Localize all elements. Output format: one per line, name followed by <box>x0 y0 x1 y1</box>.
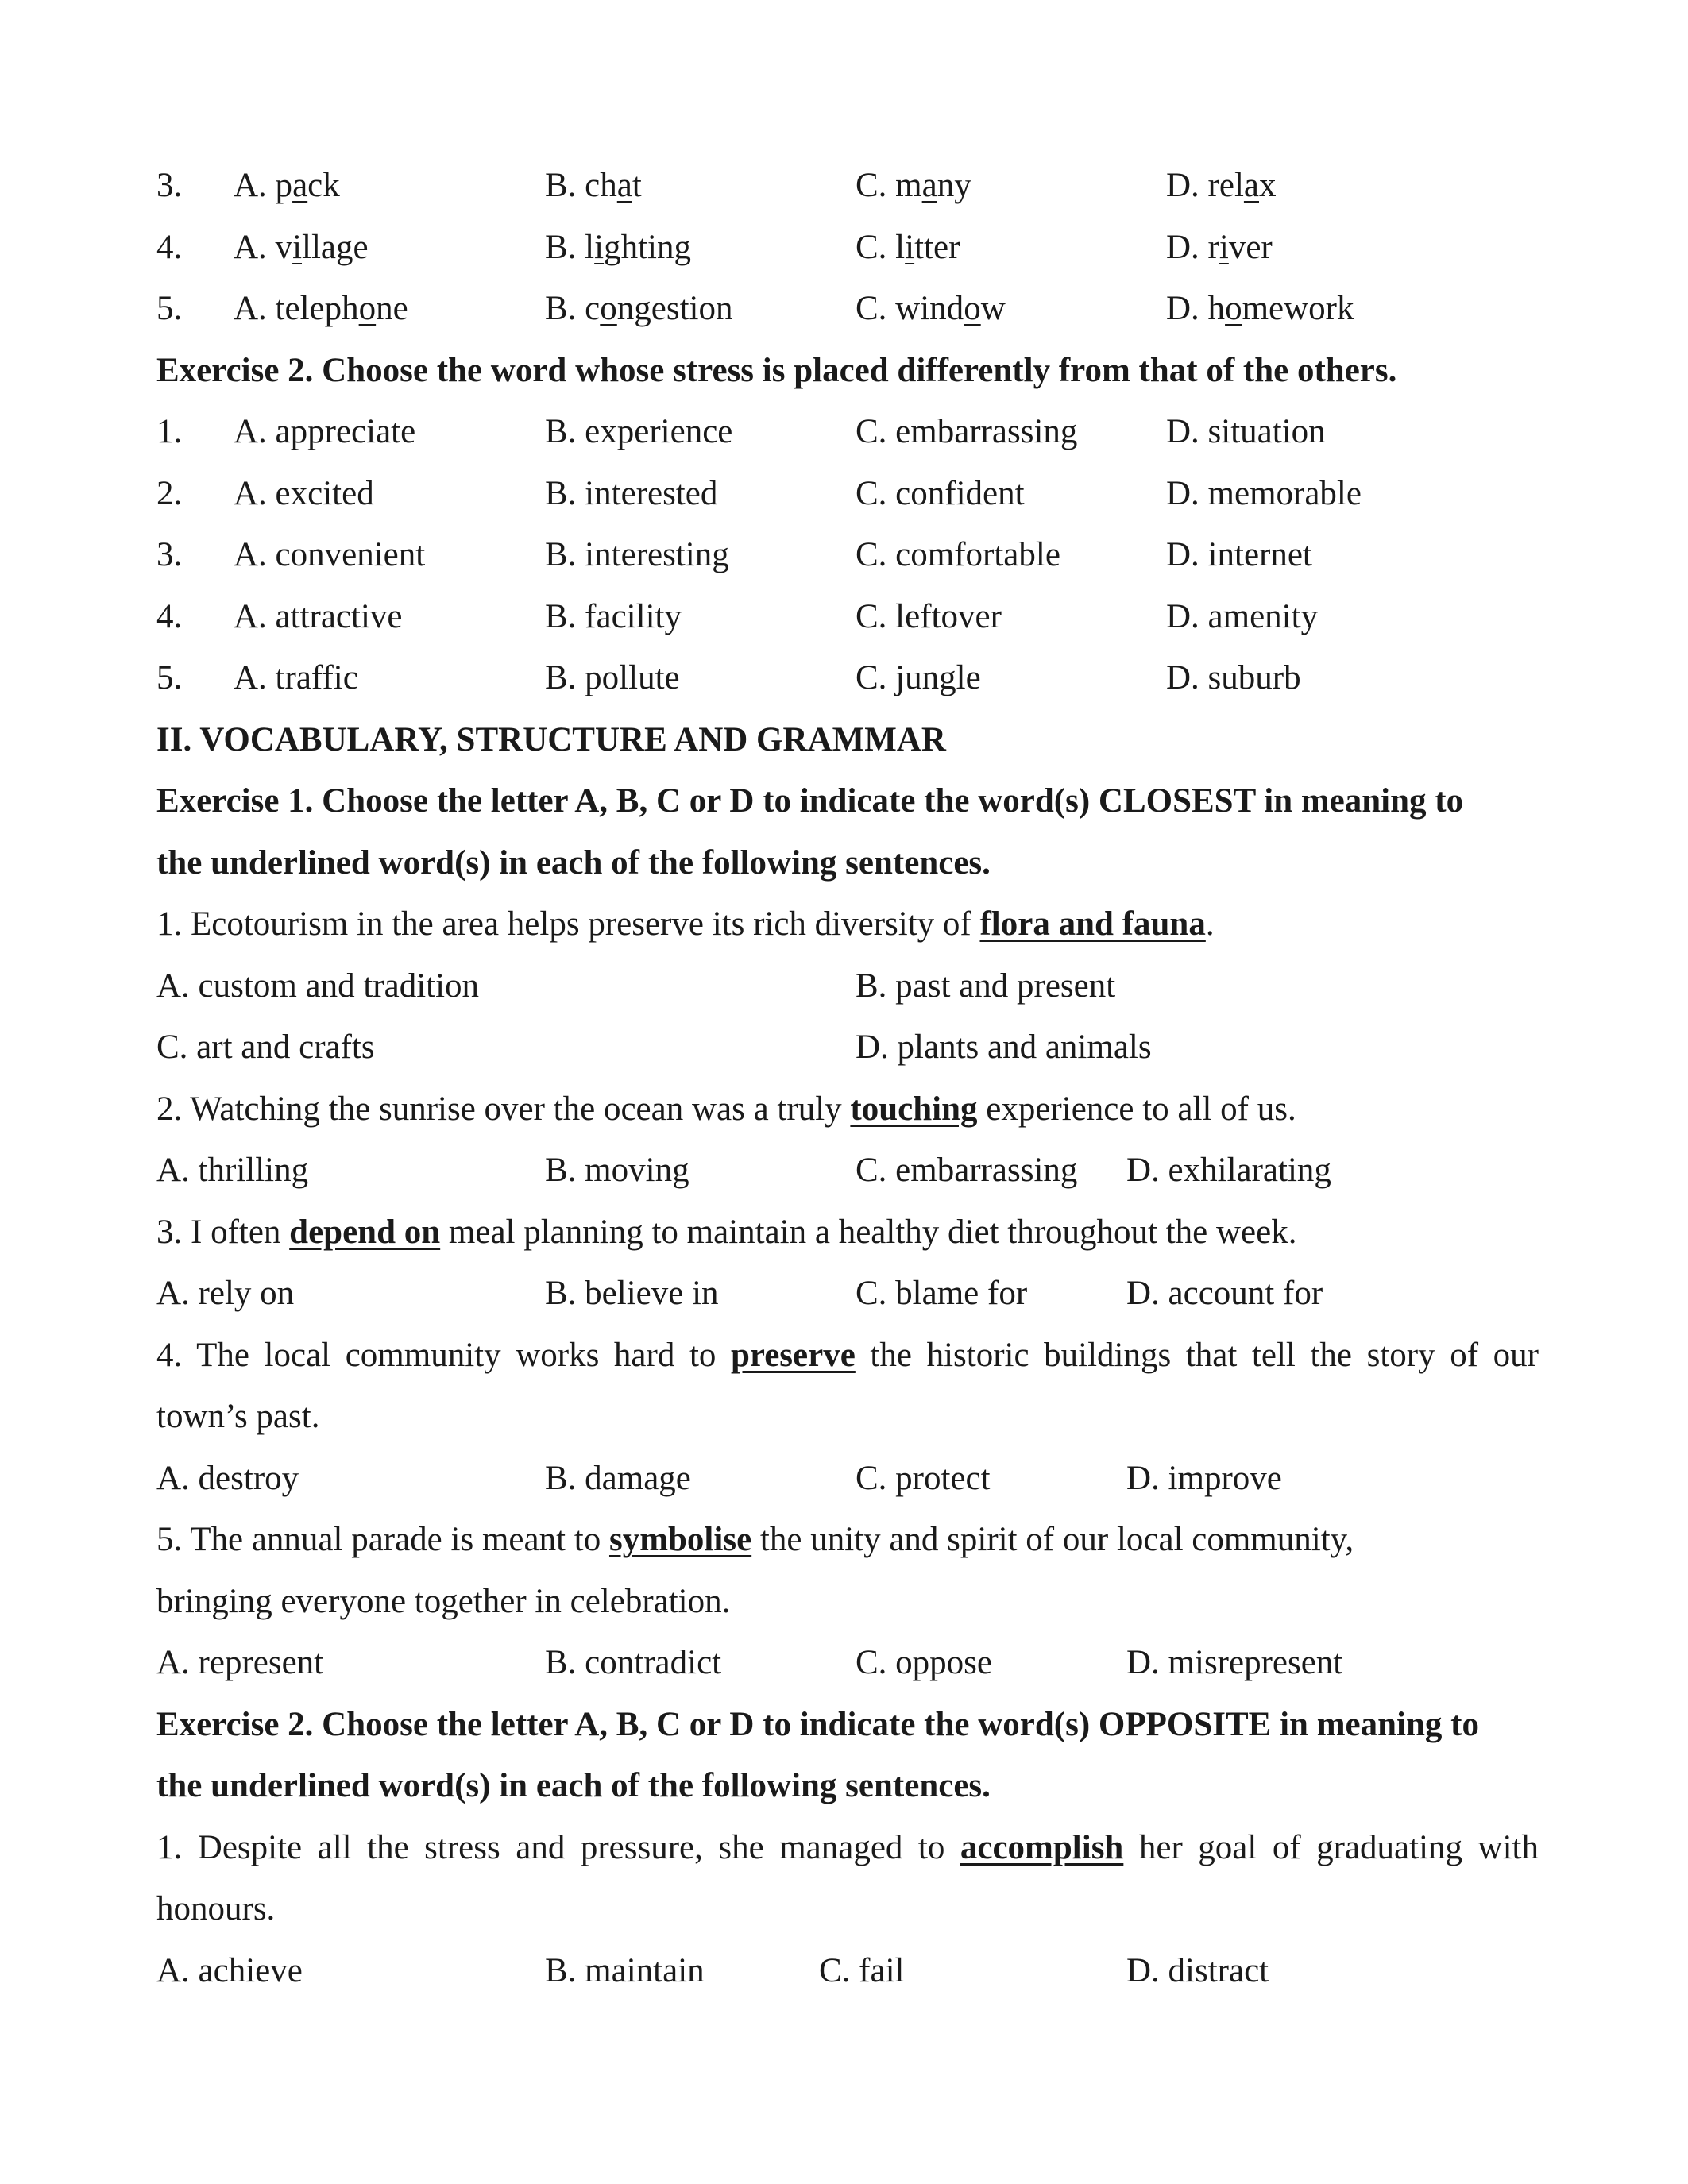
worksheet-page <box>156 155 1539 2001</box>
option-a: A. custom and tradition <box>156 967 480 1005</box>
option-c: C. embarrassing <box>856 1152 1078 1189</box>
option-b: B. chat <box>545 167 642 204</box>
exercise-heading-cont: the underlined word(s) in each of the following sentences. <box>156 843 991 882</box>
exercise-heading-cont: the underlined word(s) in each of the following sentences. <box>156 1767 991 1804</box>
underlined-word: symbolise <box>608 1521 752 1558</box>
option-a: A. represent <box>156 1644 324 1681</box>
underlined-word: depend on <box>289 1213 441 1251</box>
option-c: C. jungle <box>856 659 981 696</box>
stress-row-1 <box>156 401 1539 463</box>
question-1: 1. Ecotourism in the area helps preserve its rich diversity of flora and fauna. <box>156 905 1215 943</box>
question-5: 5. The annual parade is meant to symbolise the unity and spirit of our local community, <box>156 1521 1354 1558</box>
question-number: 2. <box>156 474 183 512</box>
option-b: B. contradict <box>545 1644 722 1681</box>
pronunciation-row-3 <box>156 155 1539 217</box>
option-a: A. convenient <box>234 536 426 573</box>
option-b: B. maintain <box>545 1951 705 1989</box>
option-d: D. plants and animals <box>856 1028 1152 1066</box>
underlined-word: preserve <box>731 1336 856 1374</box>
option-d: D. misrepresent <box>1126 1644 1343 1681</box>
question-4: 4. The local community works hard to preserve the historic buildings that tell the story of our <box>156 1336 1539 1374</box>
option-b: B. interested <box>545 474 718 512</box>
exercise-heading: Exercise 2. Choose the letter A, B, C or D to indicate the word(s) OPPOSITE in meaning to <box>156 1705 1479 1743</box>
option-d: D. homework <box>1166 290 1354 327</box>
question-number: 1. <box>156 413 183 450</box>
options-row <box>156 1632 1539 1694</box>
option-b: B. moving <box>545 1152 689 1189</box>
option-a: A. excited <box>234 474 374 512</box>
option-a: A. telephone <box>234 290 408 327</box>
option-a: A. pack <box>234 167 340 204</box>
stress-row-5 <box>156 647 1539 709</box>
option-d: D. amenity <box>1166 597 1319 635</box>
exercise-heading: Exercise 2. Choose the word whose stress is placed differently from that of the others. <box>156 351 1397 389</box>
question-number: 3. <box>156 536 183 573</box>
option-c: C. art and crafts <box>156 1028 375 1066</box>
option-a: A. attractive <box>234 597 403 635</box>
options-row <box>156 1940 1539 2002</box>
option-b: B. lighting <box>545 228 691 266</box>
question-2: 2. Watching the sunrise over the ocean was a truly touching experience to all of us. <box>156 1090 1296 1128</box>
underlined-word: touching <box>850 1090 978 1128</box>
option-a: A. appreciate <box>234 413 416 450</box>
question-number: 5. <box>156 290 183 327</box>
option-b: B. interesting <box>545 536 729 573</box>
question-number: 3. <box>156 167 183 204</box>
option-c: C. fail <box>819 1951 905 1989</box>
option-b: B. damage <box>545 1459 691 1497</box>
option-b: B. congestion <box>545 290 733 327</box>
option-b: B. past and present <box>856 967 1116 1005</box>
option-c: C. protect <box>856 1459 991 1497</box>
option-c: C. confident <box>856 474 1025 512</box>
option-c: C. litter <box>856 228 960 266</box>
option-c: C. oppose <box>856 1644 992 1681</box>
option-d: D. memorable <box>1166 474 1362 512</box>
question-1: 1. Despite all the stress and pressure, she managed to accomplish her goal of graduating with <box>156 1828 1539 1866</box>
options-row <box>156 1140 1539 1202</box>
question-1-cont: honours. <box>156 1890 276 1927</box>
option-d: D. distract <box>1126 1951 1269 1989</box>
option-c: C. blame for <box>856 1275 1028 1312</box>
option-a: A. village <box>234 228 369 266</box>
option-d: D. improve <box>1126 1459 1282 1497</box>
stress-row-4 <box>156 586 1539 648</box>
option-b: B. pollute <box>545 659 680 696</box>
stress-row-3 <box>156 524 1539 586</box>
options-row <box>156 1263 1539 1325</box>
option-d: D. suburb <box>1166 659 1301 696</box>
pronunciation-row-4 <box>156 217 1539 279</box>
question-number: 4. <box>156 597 183 635</box>
section-title: II. VOCABULARY, STRUCTURE AND GRAMMAR <box>156 720 946 758</box>
option-a: A. destroy <box>156 1459 299 1497</box>
option-d: D. situation <box>1166 413 1326 450</box>
underlined-word: accomplish <box>960 1828 1124 1866</box>
option-b: B. experience <box>545 413 733 450</box>
option-a: A. achieve <box>156 1951 303 1989</box>
option-c: C. leftover <box>856 597 1002 635</box>
pronunciation-row-5 <box>156 278 1539 340</box>
option-c: C. window <box>856 290 1006 327</box>
option-c: C. embarrassing <box>856 413 1078 450</box>
option-d: D. account for <box>1126 1275 1323 1312</box>
option-c: C. comfortable <box>856 536 1060 573</box>
underlined-word: flora and fauna <box>979 905 1206 943</box>
option-a: A. rely on <box>156 1275 295 1312</box>
option-d: D. relax <box>1166 167 1277 204</box>
option-b: B. facility <box>545 597 682 635</box>
options-row <box>156 955 1539 1017</box>
question-number: 5. <box>156 659 183 696</box>
option-b: B. believe in <box>545 1275 719 1312</box>
question-4-cont: town’s past. <box>156 1398 320 1435</box>
options-row <box>156 1017 1539 1078</box>
option-d: D. internet <box>1166 536 1312 573</box>
options-row <box>156 1448 1539 1510</box>
question-5-cont: bringing everyone together in celebration. <box>156 1582 731 1620</box>
option-d: D. river <box>1166 228 1273 266</box>
option-a: A. traffic <box>234 659 358 696</box>
exercise-heading: Exercise 1. Choose the letter A, B, C or D to indicate the word(s) CLOSEST in meaning to <box>156 782 1464 820</box>
option-c: C. many <box>856 167 971 204</box>
option-a: A. thrilling <box>156 1152 309 1189</box>
stress-row-2 <box>156 463 1539 525</box>
option-d: D. exhilarating <box>1126 1152 1331 1189</box>
question-3: 3. I often depend on meal planning to maintain a healthy diet throughout the week. <box>156 1213 1297 1251</box>
question-number: 4. <box>156 228 183 266</box>
